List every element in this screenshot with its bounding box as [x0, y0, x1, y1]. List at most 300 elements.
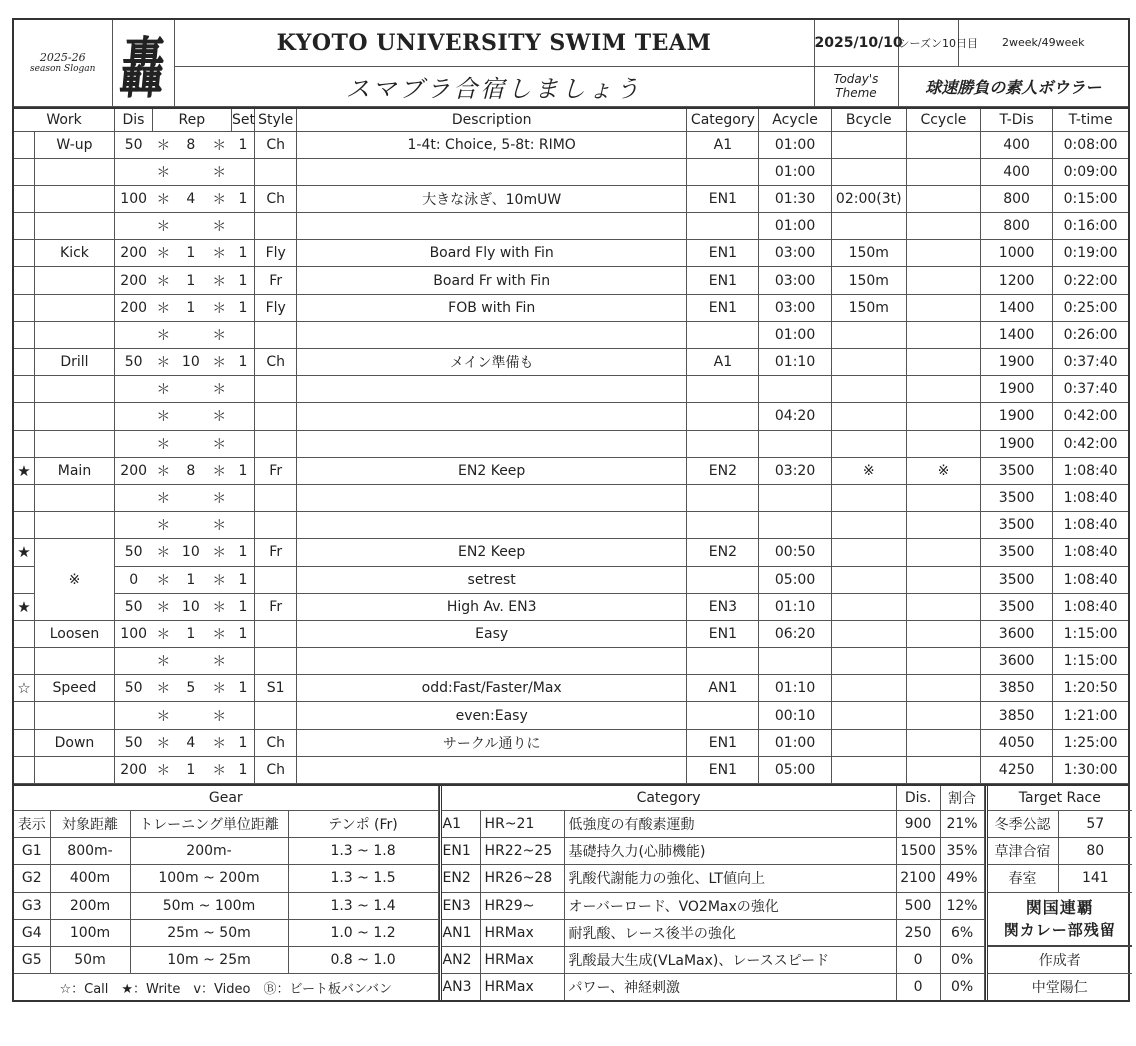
- row-times-2: ＊: [207, 131, 231, 158]
- row-description: EN2 Keep: [297, 539, 687, 566]
- row-ccycle: [906, 593, 980, 620]
- row-times-1: ＊: [152, 213, 174, 240]
- row-description: [297, 403, 687, 430]
- row-set: 1: [231, 267, 254, 294]
- row-acycle: 05:00: [759, 756, 831, 783]
- row-ccycle: [906, 185, 980, 212]
- row-acycle: 03:20: [759, 457, 831, 484]
- row-tdis: 3500: [981, 512, 1053, 539]
- row-bcycle: [831, 593, 906, 620]
- row-bcycle: [831, 403, 906, 430]
- row-times-2: ＊: [207, 403, 231, 430]
- row-set: [231, 158, 254, 185]
- cat-a1-dis: 900: [896, 811, 940, 838]
- row-style: Ch: [255, 729, 297, 756]
- gear-g3-code: G3: [14, 892, 50, 919]
- row-style: [255, 403, 297, 430]
- row-acycle: 01:10: [759, 349, 831, 376]
- slogan: スマブラ合宿しましょう: [174, 66, 814, 106]
- target-race-3-name: 春室: [986, 865, 1058, 892]
- cat-an3-desc: パワー、神経刺激: [564, 974, 896, 1001]
- row-mark: ★: [14, 457, 34, 484]
- row-work: Drill: [34, 349, 114, 376]
- row-ttime: 1:08:40: [1053, 512, 1128, 539]
- row-dis: 50: [115, 131, 153, 158]
- gear-g2-unit: 100m ~ 200m: [130, 865, 288, 892]
- row-ccycle: [906, 430, 980, 457]
- row-set: 1: [231, 240, 254, 267]
- row-set: [231, 484, 254, 511]
- cat-en2-hr: HR26~28: [480, 865, 564, 892]
- cat-an2-code: AN2: [440, 946, 480, 973]
- row-acycle: 01:00: [759, 321, 831, 348]
- row-description: [297, 648, 687, 675]
- row-times-2: ＊: [207, 376, 231, 403]
- row-work: [34, 213, 114, 240]
- row-style: [255, 484, 297, 511]
- row-times-1: ＊: [152, 512, 174, 539]
- row-work: [34, 294, 114, 321]
- row-acycle: 00:10: [759, 702, 831, 729]
- gear-g5-distance: 50m: [50, 946, 130, 973]
- row-acycle: [759, 376, 831, 403]
- row-acycle: 01:00: [759, 213, 831, 240]
- row-category: A1: [687, 131, 759, 158]
- row-description: [297, 484, 687, 511]
- row-work: [34, 403, 114, 430]
- goal-line-2: 関カレー部残留: [1003, 920, 1116, 939]
- author-label: 作成者: [986, 946, 1132, 974]
- gear-g5-code: G5: [14, 946, 50, 973]
- row-work: [34, 267, 114, 294]
- row-rep: 10: [175, 539, 208, 566]
- row-rep: [175, 484, 208, 511]
- row-set: 1: [231, 675, 254, 702]
- row-tdis: 3850: [981, 702, 1053, 729]
- row-times-2: ＊: [207, 321, 231, 348]
- col-dis: Dis: [115, 108, 153, 132]
- row-bcycle: [831, 729, 906, 756]
- row-ccycle: ※: [906, 457, 980, 484]
- row-times-1: ＊: [152, 539, 174, 566]
- row-ttime: 1:08:40: [1053, 457, 1128, 484]
- workout-row: [14, 648, 1128, 675]
- row-dis: 200: [115, 294, 153, 321]
- target-race-1-name: 冬季公認: [986, 811, 1058, 838]
- col-category: Category: [687, 108, 759, 132]
- row-acycle: 06:20: [759, 620, 831, 647]
- row-bcycle: [831, 702, 906, 729]
- gear-g3-distance: 200m: [50, 892, 130, 919]
- row-bcycle: [831, 131, 906, 158]
- row-tdis: 3500: [981, 566, 1053, 593]
- cat-a1-desc: 低強度の有酸素運動: [564, 811, 896, 838]
- row-mark: [14, 213, 34, 240]
- workout-row: [14, 240, 1128, 267]
- row-description: [297, 321, 687, 348]
- row-style: [255, 213, 297, 240]
- gear-title: Gear: [14, 786, 438, 811]
- gear-g3-unit: 50m ~ 100m: [130, 892, 288, 919]
- row-style: S1: [255, 675, 297, 702]
- row-rep: 10: [175, 349, 208, 376]
- row-work: [34, 321, 114, 348]
- workout-row: [14, 457, 1128, 484]
- todays-theme: 球速勝負の素人ボウラー: [898, 66, 1128, 106]
- row-ttime: 0:42:00: [1053, 430, 1128, 457]
- row-ttime: 0:16:00: [1053, 213, 1128, 240]
- row-work: [34, 158, 114, 185]
- row-work: [34, 430, 114, 457]
- gear-g3-tempo: 1.3 ~ 1.4: [288, 892, 438, 919]
- row-ttime: 1:21:00: [1053, 702, 1128, 729]
- row-ttime: 0:37:40: [1053, 376, 1128, 403]
- row-dis: [115, 484, 153, 511]
- row-description: odd:Fast/Faster/Max: [297, 675, 687, 702]
- row-dis: 200: [115, 457, 153, 484]
- row-tdis: 3500: [981, 593, 1053, 620]
- week-count: 2week/49week: [958, 20, 1128, 66]
- row-ttime: 1:08:40: [1053, 593, 1128, 620]
- workout-row: [14, 321, 1128, 348]
- category-pct-header: 割合: [940, 786, 984, 811]
- row-ttime: 1:08:40: [1053, 539, 1128, 566]
- row-work: Speed: [34, 675, 114, 702]
- cat-an1-pct: 6%: [940, 919, 984, 946]
- cat-an3-dis: 0: [896, 974, 940, 1001]
- row-category: EN2: [687, 457, 759, 484]
- row-ttime: 0:37:40: [1053, 349, 1128, 376]
- col-ttime: T-time: [1053, 108, 1128, 132]
- row-times-2: ＊: [207, 648, 231, 675]
- row-dis: [115, 648, 153, 675]
- row-ccycle: [906, 484, 980, 511]
- cat-an3-hr: HRMax: [480, 974, 564, 1001]
- row-dis: 100: [115, 620, 153, 647]
- gear-g1-code: G1: [14, 838, 50, 865]
- row-acycle: 01:10: [759, 675, 831, 702]
- row-dis: 0: [115, 566, 153, 593]
- workout-row: [14, 131, 1128, 158]
- row-work: [34, 484, 114, 511]
- row-description: setrest: [297, 566, 687, 593]
- row-times-2: ＊: [207, 294, 231, 321]
- row-bcycle: [831, 566, 906, 593]
- theme-label: [814, 66, 898, 106]
- row-acycle: 01:30: [759, 185, 831, 212]
- cat-en2-code: EN2: [440, 865, 480, 892]
- row-style: [255, 321, 297, 348]
- row-ccycle: [906, 213, 980, 240]
- row-times-1: ＊: [152, 675, 174, 702]
- row-bcycle: 150m: [831, 240, 906, 267]
- row-ccycle: [906, 131, 980, 158]
- row-description: High Av. EN3: [297, 593, 687, 620]
- row-ttime: 0:25:00: [1053, 294, 1128, 321]
- row-category: [687, 484, 759, 511]
- row-description: [297, 756, 687, 783]
- row-acycle: 01:00: [759, 131, 831, 158]
- row-dis: [115, 702, 153, 729]
- cat-en1-hr: HR22~25: [480, 838, 564, 865]
- row-tdis: 400: [981, 131, 1053, 158]
- cat-en2-pct: 49%: [940, 865, 984, 892]
- row-tdis: 1900: [981, 376, 1053, 403]
- row-bcycle: [831, 349, 906, 376]
- row-times-2: ＊: [207, 267, 231, 294]
- row-set: 1: [231, 729, 254, 756]
- row-bcycle: [831, 620, 906, 647]
- row-times-1: ＊: [152, 756, 174, 783]
- row-style: Fly: [255, 294, 297, 321]
- row-times-1: ＊: [152, 566, 174, 593]
- slogan-label: season Slogan: [30, 64, 96, 75]
- row-style: Fly: [255, 240, 297, 267]
- row-set: 1: [231, 539, 254, 566]
- row-bcycle: [831, 430, 906, 457]
- column-header-row: [14, 108, 1128, 132]
- row-bcycle: 02:00(3t): [831, 185, 906, 212]
- workout-row: [14, 158, 1128, 185]
- row-category: [687, 648, 759, 675]
- row-times-2: ＊: [207, 158, 231, 185]
- row-set: 1: [231, 294, 254, 321]
- cat-an1-desc: 耐乳酸、レース後半の強化: [564, 919, 896, 946]
- cat-en1-desc: 基礎持久力(心肺機能): [564, 838, 896, 865]
- cat-en1-dis: 1500: [896, 838, 940, 865]
- category-title: Category: [440, 786, 896, 811]
- row-description: サークル通りに: [297, 729, 687, 756]
- season-slogan-cell: [14, 20, 112, 106]
- row-bcycle: [831, 648, 906, 675]
- row-times-1: ＊: [152, 294, 174, 321]
- row-dis: [115, 321, 153, 348]
- row-times-2: ＊: [207, 566, 231, 593]
- row-dis: 200: [115, 756, 153, 783]
- category-dis-header: Dis.: [896, 786, 940, 811]
- row-dis: [115, 376, 153, 403]
- row-style: Ch: [255, 131, 297, 158]
- row-category: EN1: [687, 240, 759, 267]
- row-acycle: [759, 648, 831, 675]
- set-group-label: ※: [34, 539, 114, 621]
- target-race-title: Target Race: [986, 786, 1132, 811]
- row-work: [34, 702, 114, 729]
- gear-g4-distance: 100m: [50, 919, 130, 946]
- goal-line-1: 関国連覇: [1025, 897, 1094, 917]
- row-rep: 1: [175, 620, 208, 647]
- row-rep: [175, 158, 208, 185]
- row-rep: [175, 321, 208, 348]
- row-tdis: 3500: [981, 484, 1053, 511]
- col-bcycle: Bcycle: [831, 108, 906, 132]
- row-tdis: 1900: [981, 349, 1053, 376]
- row-style: [255, 512, 297, 539]
- theme-label-line1: Today's: [833, 72, 879, 86]
- row-mark: [14, 267, 34, 294]
- row-times-1: ＊: [152, 729, 174, 756]
- row-dis: [115, 430, 153, 457]
- gear-g1-tempo: 1.3 ~ 1.8: [288, 838, 438, 865]
- row-style: [255, 702, 297, 729]
- gear-g1-distance: 800m-: [50, 838, 130, 865]
- row-set: 1: [231, 185, 254, 212]
- row-description: [297, 213, 687, 240]
- goal-stamp: [986, 892, 1132, 946]
- row-bcycle: [831, 321, 906, 348]
- row-mark: [14, 430, 34, 457]
- header-table: [14, 20, 1128, 107]
- row-set: 1: [231, 349, 254, 376]
- row-style: Ch: [255, 185, 297, 212]
- row-mark: [14, 321, 34, 348]
- row-times-1: ＊: [152, 267, 174, 294]
- row-category: [687, 430, 759, 457]
- row-category: [687, 403, 759, 430]
- team-name: KYOTO UNIVERSITY SWIM TEAM: [174, 20, 814, 66]
- row-ccycle: [906, 158, 980, 185]
- row-times-1: ＊: [152, 702, 174, 729]
- row-times-1: ＊: [152, 593, 174, 620]
- row-mark: ☆: [14, 675, 34, 702]
- row-set: 1: [231, 620, 254, 647]
- row-times-2: ＊: [207, 240, 231, 267]
- row-acycle: 00:50: [759, 539, 831, 566]
- row-acycle: 03:00: [759, 267, 831, 294]
- row-rep: [175, 376, 208, 403]
- row-set: [231, 321, 254, 348]
- workout-row: [14, 430, 1128, 457]
- row-rep: [175, 648, 208, 675]
- row-dis: [115, 403, 153, 430]
- row-mark: ★: [14, 539, 34, 566]
- row-times-2: ＊: [207, 213, 231, 240]
- row-mark: [14, 349, 34, 376]
- row-ccycle: [906, 512, 980, 539]
- workout-row: [14, 267, 1128, 294]
- row-bcycle: [831, 484, 906, 511]
- author-name: 中堂陽仁: [986, 974, 1132, 1001]
- row-mark: [14, 702, 34, 729]
- row-description: 1-4t: Choice, 5-8t: RIMO: [297, 131, 687, 158]
- row-times-1: ＊: [152, 430, 174, 457]
- row-ccycle: [906, 566, 980, 593]
- row-category: EN1: [687, 729, 759, 756]
- row-category: EN1: [687, 294, 759, 321]
- theme-label-line2: Theme: [835, 86, 877, 100]
- cat-an1-code: AN1: [440, 919, 480, 946]
- row-ccycle: [906, 729, 980, 756]
- workout-row: [14, 213, 1128, 240]
- row-category: [687, 566, 759, 593]
- row-tdis: 3600: [981, 648, 1053, 675]
- row-description: メイン準備も: [297, 349, 687, 376]
- row-dis: 200: [115, 240, 153, 267]
- row-mark: [14, 294, 34, 321]
- target-race-1-value: 57: [1058, 811, 1132, 838]
- row-ttime: 1:25:00: [1053, 729, 1128, 756]
- target-race-table: [985, 786, 1133, 1000]
- workout-row: [14, 675, 1128, 702]
- row-rep: 1: [175, 267, 208, 294]
- gear-g5-tempo: 0.8 ~ 1.0: [288, 946, 438, 973]
- cat-an1-hr: HRMax: [480, 919, 564, 946]
- mark-legend: ☆：Call ★：Write v：Video Ⓑ：ビート板バンバン: [14, 974, 438, 1001]
- gear-g2-code: G2: [14, 865, 50, 892]
- row-category: A1: [687, 349, 759, 376]
- row-bcycle: [831, 756, 906, 783]
- row-times-1: ＊: [152, 185, 174, 212]
- col-ccycle: Ccycle: [906, 108, 980, 132]
- row-tdis: 1400: [981, 321, 1053, 348]
- cat-en2-dis: 2100: [896, 865, 940, 892]
- row-work: Down: [34, 729, 114, 756]
- col-description: Description: [297, 108, 687, 132]
- col-tdis: T-Dis: [981, 108, 1053, 132]
- row-style: Fr: [255, 267, 297, 294]
- cat-a1-code: A1: [440, 811, 480, 838]
- col-acycle: Acycle: [759, 108, 831, 132]
- row-tdis: 1200: [981, 267, 1053, 294]
- row-times-1: ＊: [152, 321, 174, 348]
- row-ttime: 0:08:00: [1053, 131, 1128, 158]
- gear-header-unit: トレーニング単位距離: [130, 811, 288, 838]
- row-set: [231, 376, 254, 403]
- row-work: Main: [34, 457, 114, 484]
- row-acycle: 01:10: [759, 593, 831, 620]
- row-description: [297, 512, 687, 539]
- row-times-2: ＊: [207, 512, 231, 539]
- row-description: [297, 158, 687, 185]
- workout-row: [14, 185, 1128, 212]
- gear-header-tempo: テンポ (Fr): [288, 811, 438, 838]
- row-tdis: 800: [981, 185, 1053, 212]
- row-category: [687, 376, 759, 403]
- row-set: [231, 213, 254, 240]
- row-ccycle: [906, 648, 980, 675]
- row-dis: 100: [115, 185, 153, 212]
- row-times-2: ＊: [207, 484, 231, 511]
- gear-header-distance: 対象距離: [50, 811, 130, 838]
- row-ttime: 0:22:00: [1053, 267, 1128, 294]
- gear-g1-unit: 200m-: [130, 838, 288, 865]
- cat-en3-desc: オーバーロード、VO2Maxの強化: [564, 892, 896, 919]
- row-bcycle: ※: [831, 457, 906, 484]
- row-description: [297, 376, 687, 403]
- row-style: Ch: [255, 349, 297, 376]
- row-acycle: 01:00: [759, 158, 831, 185]
- row-style: Fr: [255, 457, 297, 484]
- row-description: Easy: [297, 620, 687, 647]
- workout-row: [14, 756, 1128, 783]
- gear-table: [14, 786, 439, 1000]
- row-category: EN1: [687, 756, 759, 783]
- row-dis: 50: [115, 539, 153, 566]
- row-ttime: 1:15:00: [1053, 648, 1128, 675]
- workout-table: [14, 107, 1128, 785]
- workout-row: [14, 294, 1128, 321]
- gear-g2-distance: 400m: [50, 865, 130, 892]
- cat-an2-dis: 0: [896, 946, 940, 973]
- row-set: [231, 702, 254, 729]
- row-bcycle: 150m: [831, 267, 906, 294]
- row-tdis: 1900: [981, 430, 1053, 457]
- row-work: W-up: [34, 131, 114, 158]
- row-tdis: 1000: [981, 240, 1053, 267]
- row-ttime: 0:15:00: [1053, 185, 1128, 212]
- row-mark: [14, 756, 34, 783]
- cat-en3-hr: HR29~: [480, 892, 564, 919]
